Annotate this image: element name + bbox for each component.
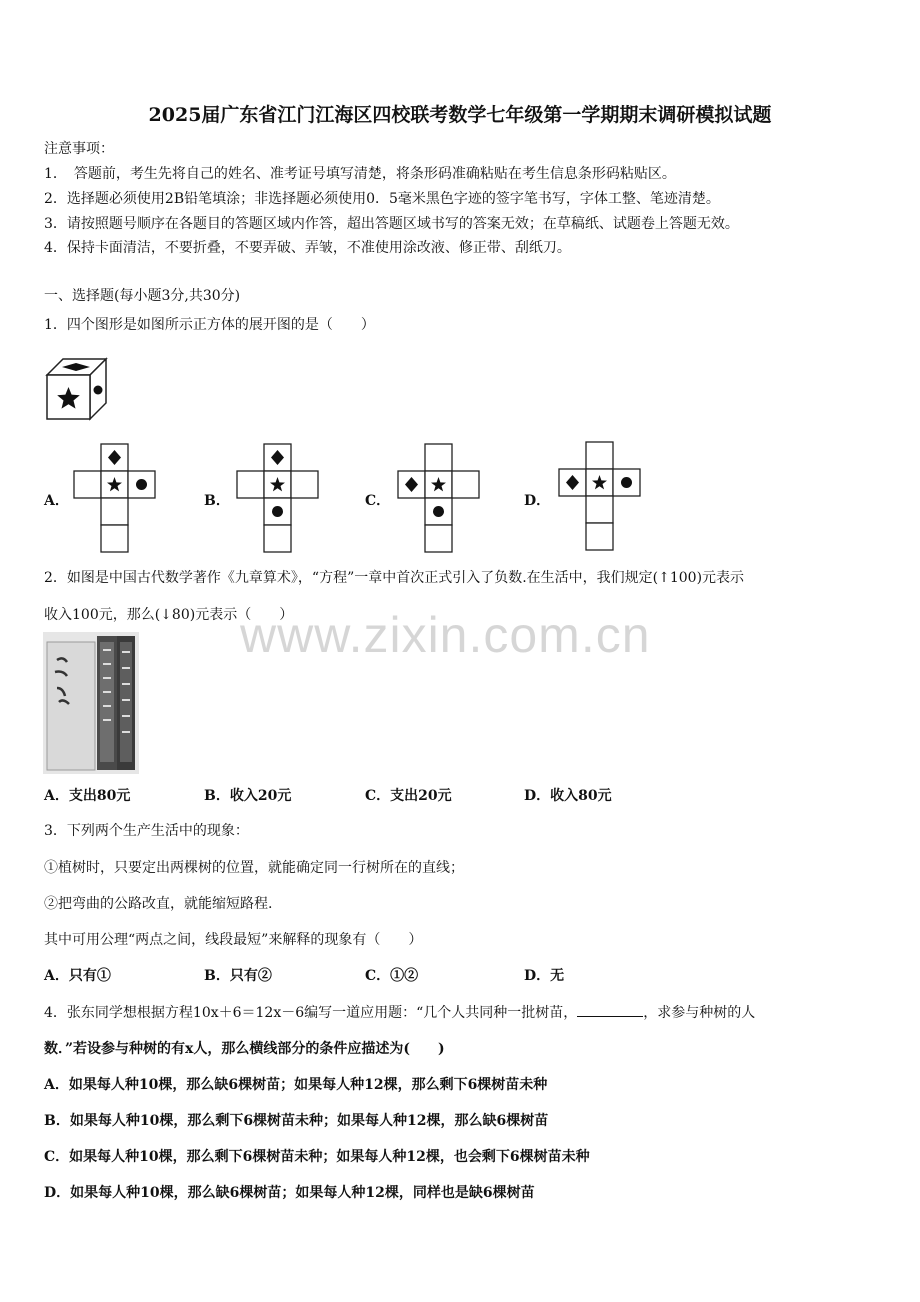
q3-stem: 3．下列两个生产生活中的现象： [44,823,249,839]
page-title: 2025届广东省江门江海区四校联考数学七年级第一学期期末调研模拟试题 [148,104,772,126]
q3-item-1: ①植树时，只要定出两棵树的位置，就能确定同一行树所在的直线； [44,860,464,876]
q2-stem-line1: 2．如图是中国古代数学著作《九章算术》，“方程”一章中首次正式引入了负数.在生活中，我们规定(↑100)元表示 [44,570,745,586]
cube-side-circle-icon [94,386,103,395]
q1-option-c-label[interactable]: C． [365,493,391,509]
q4-option-a[interactable]: A．如果每人种10棵，那么缺6棵树苗；如果每人种12棵，那么剩下6棵树苗未种 [44,1077,548,1093]
circle-icon [621,477,632,488]
q4-stem-line2: 数．”若设参与种树的有x人，那么横线部分的条件应描述为( ) [44,1041,445,1057]
q4-option-c[interactable]: C．如果每人种10棵，那么剩下6棵树苗未种；如果每人种12棵，也会剩下6棵树苗未种 [44,1149,590,1165]
q4-stem-part-a: 4．张东同学想根据方程10x＋6＝12x－6编写一道应用题：“几个人共同种一批树苗， [44,1005,578,1021]
notice-heading: 注意事项： [44,141,114,157]
q1-option-a-label[interactable]: A． [44,493,69,509]
notice-item-4: 4．保持卡面清洁，不要折叠，不要弄破、弄皱，不准使用涂改液、修正带、刮纸刀。 [44,240,571,256]
q1-option-b-net[interactable] [233,443,323,553]
q3-option-d[interactable]: D．无 [524,968,565,984]
q3-question: 其中可用公理“两点之间，线段最短”来解释的现象有（ ） [44,932,423,948]
q4-stem-part-b: ，求参与种树的人 [643,1005,756,1021]
section-heading: 一、选择题(每小题3分,共30分) [44,288,241,304]
q3-item-2: ②把弯曲的公路改直，就能缩短路程. [44,896,273,912]
circle-icon [433,506,444,517]
circle-icon [272,506,283,517]
q3-option-a[interactable]: A．只有① [44,968,111,984]
book-photo [43,632,139,774]
q2-option-d[interactable]: D．收入80元 [524,788,612,804]
q1-option-c-net[interactable] [394,443,484,553]
q2-stem-line2: 收入100元，那么(↓80)元表示（ ） [44,607,294,623]
notice-item-1: 1． 答题前，考生先将自己的姓名、准考证号填写清楚，将条形码准确粘贴在考生信息条形码粘贴区。 [44,166,676,182]
cube-figure [44,355,114,425]
answer-blank [577,1004,643,1017]
q3-option-b[interactable]: B．只有② [204,968,272,984]
q4-stem-line1 [44,1002,755,1022]
q4-option-b[interactable]: B．如果每人种10棵，那么剩下6棵树苗未种；如果每人种12棵，那么缺6棵树苗 [44,1113,549,1129]
q4-option-d[interactable]: D．如果每人种10棵，那么缺6棵树苗；如果每人种12棵，同样也是缺6棵树苗 [44,1185,535,1201]
notice-item-3: 3．请按照题号顺序在各题目的答题区域内作答，超出答题区域书写的答案无效；在草稿纸、试题卷上答题无效。 [44,216,739,232]
q2-option-c[interactable]: C．支出20元 [365,788,452,804]
watermark-text: www.zixin.com.cn [240,607,651,663]
q1-option-a-net[interactable] [70,443,160,553]
q3-option-c[interactable]: C．①② [365,968,419,984]
q1-option-d-label[interactable]: D． [524,493,551,509]
q1-option-b-label[interactable]: B． [204,493,230,509]
circle-icon [136,479,147,490]
q1-option-d-net[interactable] [555,441,645,551]
q2-option-a[interactable]: A．支出80元 [44,788,131,804]
q2-option-b[interactable]: B．收入20元 [204,788,292,804]
notice-item-2: 2．选择题必须使用2B铅笔填涂；非选择题必须使用0．5毫米黑色字迹的签字笔书写，字体工整、笔迹清楚。 [44,191,720,207]
q1-stem: 1．四个图形是如图所示正方体的展开图的是（ ） [44,317,375,333]
